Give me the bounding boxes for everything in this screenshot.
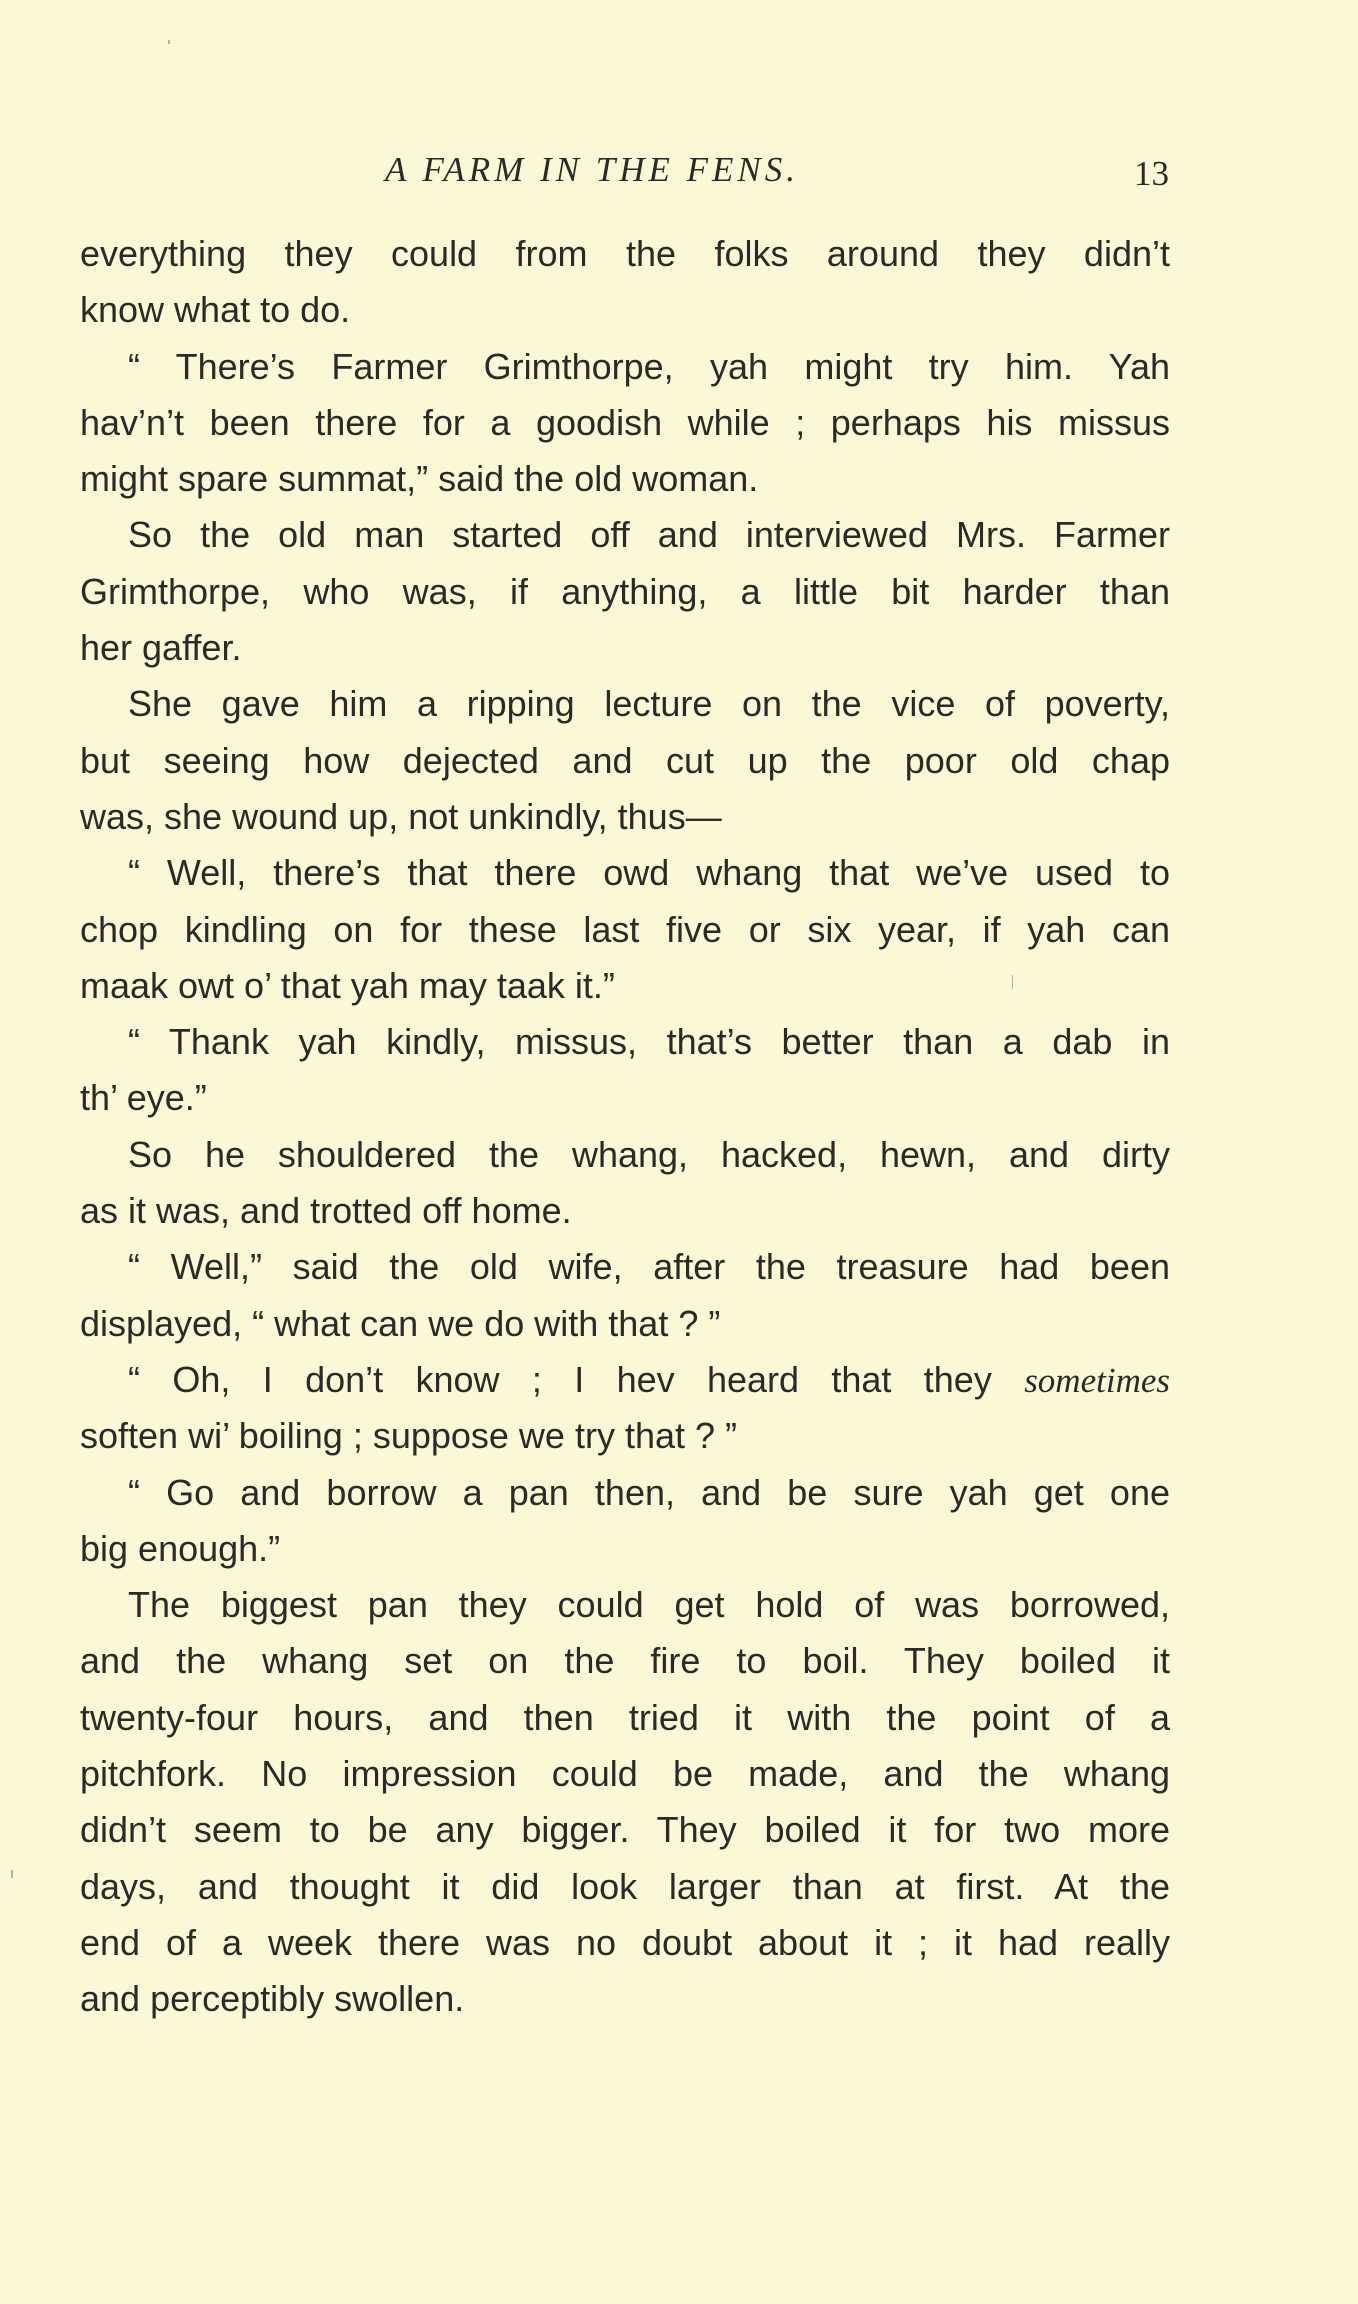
text-line: was, she wound up, not unkindly, thus—	[80, 795, 722, 837]
paper-speck	[11, 1870, 13, 1878]
text-line: The biggest pan they could get hold of was borrowed,	[128, 1584, 1170, 1626]
text-line: So the old man started off and interviewed Mrs. Farmer	[128, 514, 1170, 556]
text-line: know what to do.	[80, 289, 351, 331]
text-line: displayed, “ what can we do with that ? ”	[80, 1302, 721, 1344]
text-line: soften wi’ boiling ; suppose we try that ? ”	[80, 1415, 737, 1457]
text-line: end of a week there was no doubt about it ; it had really	[80, 1921, 1170, 1963]
text-line: Grimthorpe, who was, if anything, a little bit harder than	[80, 570, 1170, 612]
text-line: hav’n’t been there for a goodish while ; perhaps his missus	[80, 401, 1170, 443]
text-line: chop kindling on for these last five or six year, if yah can	[80, 908, 1170, 950]
page-number: 13	[1134, 154, 1169, 193]
text-line: days, and thought it did look larger than at first. At the	[80, 1865, 1170, 1907]
text-line: So he shouldered the whang, hacked, hewn, and dirty	[128, 1133, 1170, 1175]
text-line: pitchfork. No impression could be made, and the whang	[80, 1753, 1170, 1795]
text-line: might spare summat,” said the old woman.	[80, 458, 759, 500]
text-line: maak owt o’ that yah may taak it.”	[80, 964, 615, 1006]
text-segment: “ Oh, I don’t know ; I hev heard that they	[128, 1358, 1025, 1400]
text-line: and the whang set on the fire to boil. They boiled it	[80, 1640, 1170, 1682]
text-line: “ Well, there’s that there owd whang that we’ve used to	[128, 852, 1170, 894]
text-line: “ Go and borrow a pan then, and be sure yah get one	[128, 1471, 1170, 1513]
text-line: twenty-four hours, and then tried it with the point of a	[80, 1696, 1170, 1738]
text-line: but seeing how dejected and cut up the poor old chap	[80, 739, 1170, 781]
text-line: “ Thank yah kindly, missus, that’s better than a dab in	[128, 1021, 1170, 1063]
body-text	[80, 226, 1170, 2028]
text-line	[80, 1352, 1170, 1408]
text-line: th’ eye.”	[80, 1077, 207, 1119]
text-line: as it was, and trotted off home.	[80, 1190, 572, 1232]
paper-speck	[168, 40, 170, 44]
text-line: big enough.”	[80, 1527, 281, 1569]
text-line: “ Well,” said the old wife, after the treasure had been	[128, 1246, 1170, 1288]
text-line: “ There’s Farmer Grimthorpe, yah might try him. Yah	[128, 345, 1170, 387]
text-line: her gaffer.	[80, 627, 242, 669]
italic-emphasis: sometimes	[1024, 1360, 1170, 1400]
text-line: didn’t seem to be any bigger. They boiled it for two more	[80, 1809, 1170, 1851]
running-title: A FARM IN THE FENS.	[385, 150, 800, 189]
text-line: and perceptibly swollen.	[80, 1978, 465, 2020]
running-header	[0, 150, 1358, 200]
text-line: everything they could from the folks around they didn’t	[80, 233, 1170, 274]
text-line: She gave him a ripping lecture on the vice of poverty,	[128, 683, 1170, 725]
